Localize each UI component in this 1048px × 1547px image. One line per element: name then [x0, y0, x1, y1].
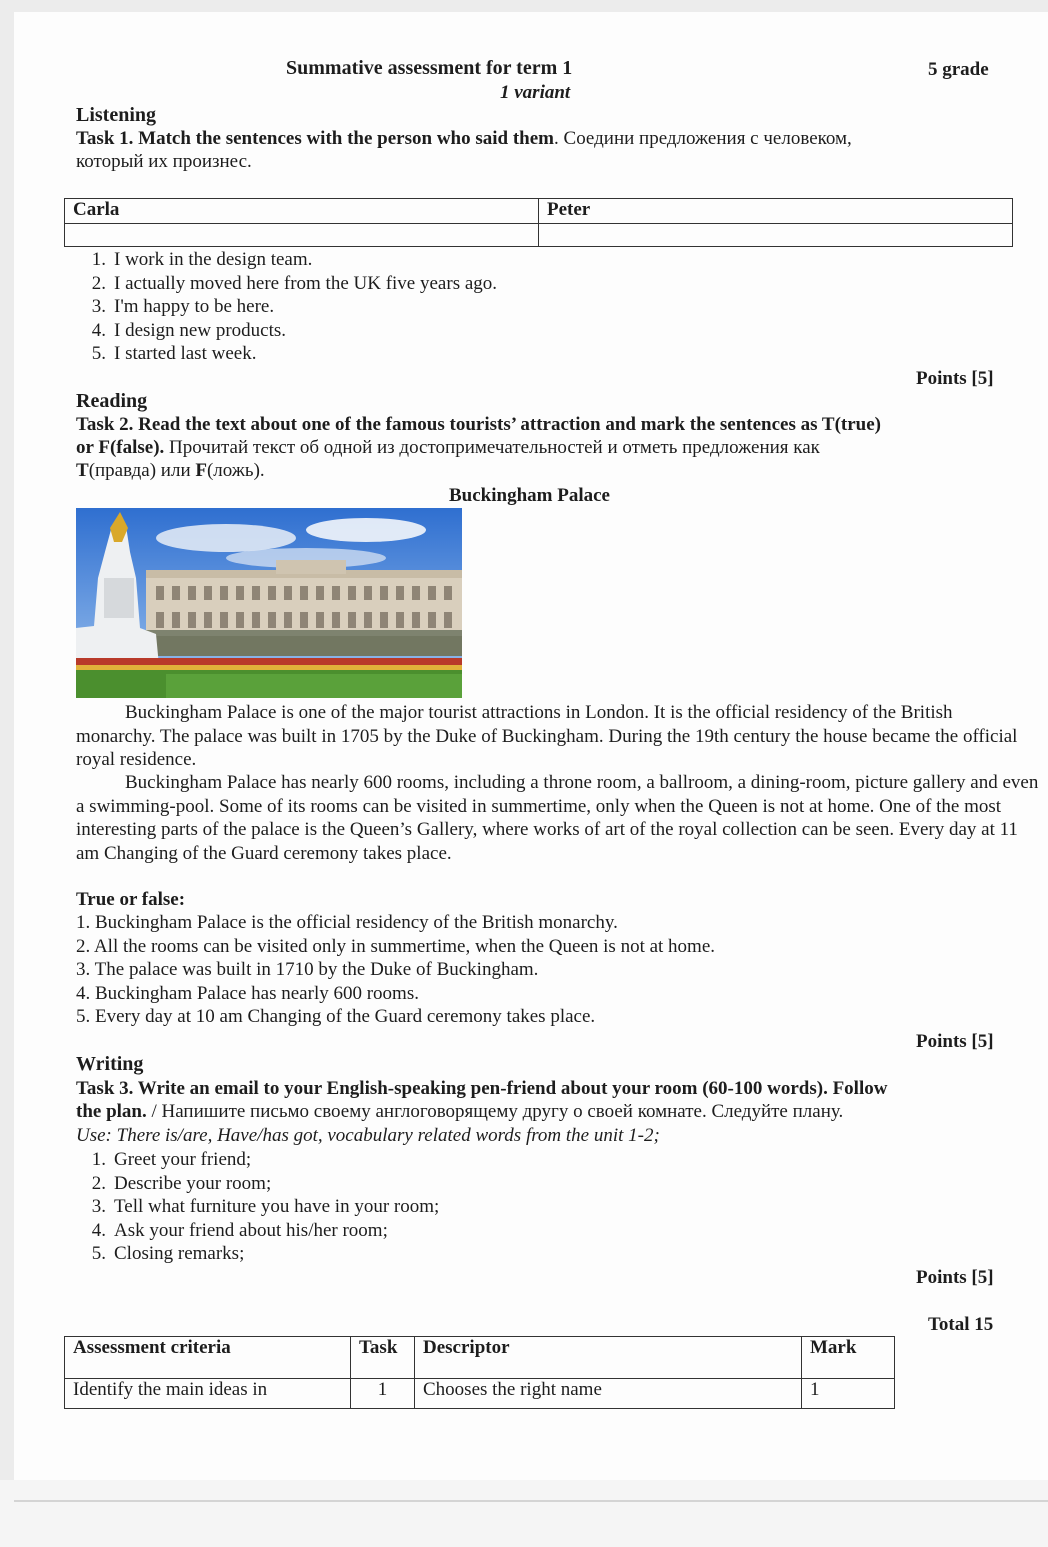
list-item: 1. Buckingham Palace is the official residency of the British monarchy. — [76, 912, 618, 933]
listening-points: Points [5] — [916, 368, 994, 389]
list-item: 3. Tell what furniture you have in your room; — [91, 1196, 440, 1217]
page-bottom-area — [0, 1480, 1048, 1547]
list-item: 5. Every day at 10 am Changing of the Guard ceremony takes place. — [76, 1006, 596, 1027]
carla-peter-table — [64, 198, 1013, 247]
variant-label: 1 variant — [500, 82, 571, 103]
grade-label: 5 grade — [928, 59, 989, 80]
task2-instruction-line2: or F(false). Прочитай текст об одной из достопримечательностей и отметь предложения как — [76, 437, 820, 458]
total-label: Total 15 — [928, 1314, 994, 1335]
list-item: 4. I design new products. — [91, 319, 287, 341]
task3-use-line: Use: There is/are, Have/has got, vocabulary related words from the unit 1-2; — [76, 1125, 660, 1146]
list-item: 5. I started last week. — [91, 343, 257, 364]
task1-translation: . Соедини предложения с человеком, — [554, 128, 852, 149]
task3-instruction-line2: the plan. / Напишите письмо своему англоговорящему другу о своей комнате. Следуйте плану. — [76, 1101, 844, 1122]
criteria-header: Assessment criteria — [65, 1337, 351, 1379]
peter-answer-cell[interactable] — [539, 224, 1013, 247]
list-item: 3. The palace was built in 1710 by the Duke of Buckingham. — [76, 959, 539, 980]
task2-instruction: Task 2. Read the text about one of the famous tourists’ attraction and mark the sentences as T(true) — [76, 414, 881, 435]
mark-cell: 1 — [802, 1379, 895, 1409]
task1-instruction — [76, 127, 852, 150]
listening-sentences — [76, 248, 497, 366]
list-item: 3. I'm happy to be here. — [91, 296, 275, 317]
task1-translation-cont: который их произнес. — [76, 151, 252, 172]
descriptor-header: Descriptor — [415, 1337, 802, 1379]
mark-header: Mark — [802, 1337, 895, 1379]
reading-paragraph-1: Buckingham Palace is one of the major tourist attractions in London. It is the official residency of the British monarchy. The palace was built in 1705 by the Duke of Buckingham. During the 19th century the house became the official royal residence. — [76, 702, 1018, 770]
page-title: Summative assessment for term 1 — [286, 57, 573, 79]
reading-heading: Reading — [76, 390, 148, 412]
table-row — [65, 1379, 895, 1409]
list-item: 1. I work in the design team. — [91, 249, 313, 270]
list-item: 4. Ask your friend about his/her room; — [91, 1219, 388, 1241]
list-item: 2. I actually moved here from the UK five years ago. — [91, 272, 498, 294]
list-item: 5. Closing remarks; — [91, 1243, 245, 1264]
carla-header: Carla — [65, 199, 539, 224]
descriptor-cell: Chooses the right name — [415, 1379, 802, 1409]
buckingham-palace-photo — [76, 508, 462, 698]
list-item: 2. Describe your room; — [91, 1172, 272, 1194]
divider — [14, 1500, 1048, 1502]
list-item: 4. Buckingham Palace has nearly 600 rooms. — [76, 982, 419, 1004]
writing-points: Points [5] — [916, 1267, 994, 1288]
true-false-statements — [76, 911, 715, 1029]
carla-answer-cell[interactable] — [65, 224, 539, 247]
task3-instruction: Task 3. Write an email to your English-speaking pen-friend about your room (60-100 words). Follow — [76, 1078, 888, 1099]
list-item: 1. Greet your friend; — [91, 1149, 252, 1170]
listening-heading: Listening — [76, 104, 157, 126]
peter-header: Peter — [539, 199, 1013, 224]
list-item: 2. All the rooms can be visited only in summertime, when the Queen is not at home. — [76, 935, 716, 957]
writing-plan — [76, 1148, 439, 1266]
criteria-cell: Identify the main ideas in — [65, 1379, 351, 1409]
text-title: Buckingham Palace — [449, 485, 610, 506]
writing-heading: Writing — [76, 1053, 144, 1075]
reading-points: Points [5] — [916, 1031, 994, 1052]
true-false-heading: True or false: — [76, 889, 186, 910]
task-cell: 1 — [351, 1379, 415, 1409]
task1-bold: Task 1. Match the sentences with the person who said them — [76, 128, 555, 149]
reading-paragraph-2: Buckingham Palace has nearly 600 rooms, including a throne room, a ballroom, a dining-room, picture gallery and even a swimming-pool. Some of its rooms can be visited in summertime, only when the Queen is not at home. One of the most interesting parts of the palace is the Queen’s Gallery, where works of art of the royal collection can be seen. Every day at 11 am Changing of the Guard ceremony takes place. — [76, 772, 1039, 864]
assessment-criteria-table — [64, 1336, 895, 1409]
task2-instruction-line3: Т(правда) или F(ложь). — [76, 460, 265, 481]
task-header: Task — [351, 1337, 415, 1379]
